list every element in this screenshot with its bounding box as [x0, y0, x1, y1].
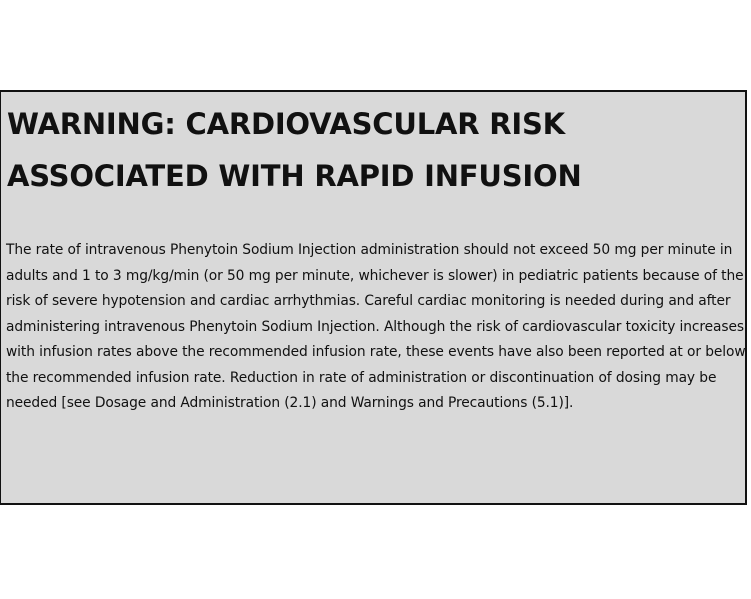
boxed-warning [0, 90, 747, 505]
warning-body-text: The rate of intravenous Phenytoin Sodium Injection administration should not exceed 50 mg per minute in adults and 1 to 3 mg/kg/min (or 50 mg per minute, whichever is slower) in pediatric patients because of the risk of severe hypotension and cardiac arrhythmias. Careful cardiac monitoring is needed during and after administering intravenous Phenytoin Sodium Injection. Although the risk of cardiovascular toxicity increases with infusion rates above the recommended infusion rate, these events have also been reported at or below the recommended infusion rate. Reduction in rate of administration or discontinuation of dosing may be needed [see Dosage and Administration (2.1) and Warnings and Precautions (5.1)]. [6, 242, 746, 411]
warning-title: WARNING: CARDIOVASCULAR RISK ASSOCIATED WITH RAPID INFUSION [7, 107, 582, 193]
